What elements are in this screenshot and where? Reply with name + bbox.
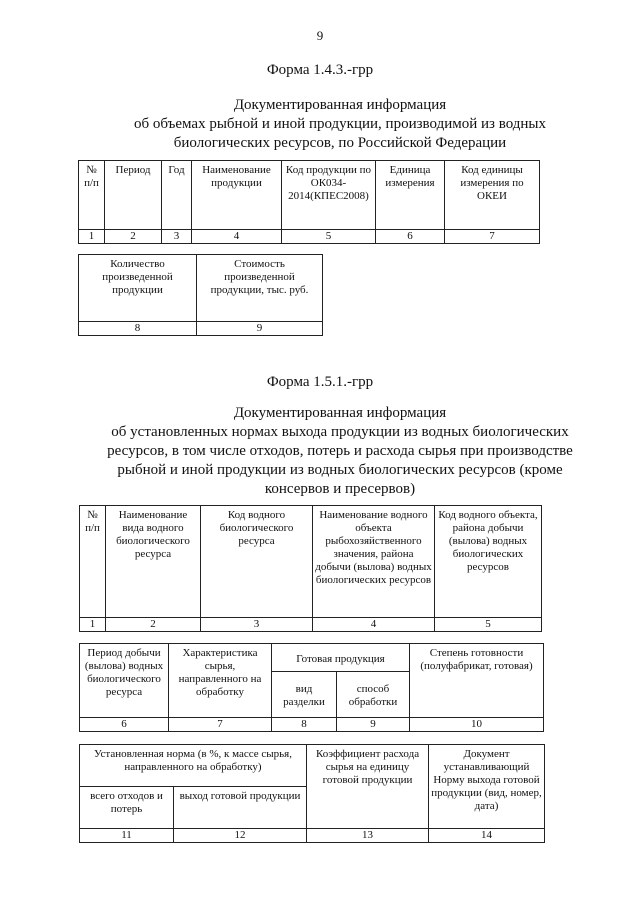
column-number: 5 <box>435 618 542 632</box>
form-1-table-2 <box>78 254 323 336</box>
column-number: 3 <box>201 618 313 632</box>
doc-title-line: рыбной и иной продукции из водных биологических ресурсов (кроме <box>117 462 563 478</box>
column-number: 6 <box>376 230 445 244</box>
form-1-title: Форма 1.4.3.-грр <box>266 62 374 78</box>
header-species-code: Код водного биологического ресурса <box>201 506 313 618</box>
column-number: 3 <box>162 230 192 244</box>
doc-title-line: об объемах рыбной и иной продукции, производимой из водных <box>133 116 547 132</box>
column-number: 11 <box>80 829 174 843</box>
form-2-table-2 <box>79 643 544 732</box>
doc-title-line: ресурсов, в том числе отходов, потерь и расхода сырья при производстве <box>107 443 573 459</box>
page-number: 9 <box>316 28 324 43</box>
column-number: 8 <box>79 322 197 336</box>
header-number: № п/п <box>79 161 105 230</box>
header-cost: Стоимость произведенной продукции, тыс. руб. <box>197 255 323 322</box>
column-number: 9 <box>337 718 410 732</box>
header-product-name: Наименование продукции <box>192 161 282 230</box>
header-number: № п/п <box>80 506 106 618</box>
column-number: 4 <box>192 230 282 244</box>
header-quantity: Количество произведенной продукции <box>79 255 197 322</box>
column-number: 10 <box>410 718 544 732</box>
column-number: 2 <box>105 230 162 244</box>
column-number: 5 <box>282 230 376 244</box>
header-year: Год <box>162 161 192 230</box>
column-number: 9 <box>197 322 323 336</box>
form-2-table-3 <box>79 744 545 843</box>
header-finished-output: выход готовой продукции <box>174 787 307 829</box>
column-number: 8 <box>272 718 337 732</box>
doc-title-line: Документированная информация <box>233 405 447 421</box>
column-number: 12 <box>174 829 307 843</box>
header-catch-period: Период добычи (вылова) водных биологического ресурса <box>80 644 169 718</box>
doc-title-line: Документированная информация <box>233 97 447 113</box>
header-processing-method: способ обработки <box>337 672 410 718</box>
column-number: 4 <box>313 618 435 632</box>
header-consumption-coefficient: Коэффициент расхода сырья на единицу готовой продукции <box>307 745 429 829</box>
column-number: 6 <box>80 718 169 732</box>
column-number: 2 <box>106 618 201 632</box>
column-number: 1 <box>79 230 105 244</box>
doc-title-line: консервов и пресервов) <box>264 481 416 497</box>
header-water-body-name: Наименование водного объекта рыбохозяйственного значения, района добычи (вылова) водных биологических ресурсов <box>313 506 435 618</box>
header-raw-material: Характеристика сырья, направленного на обработку <box>169 644 272 718</box>
header-cut-type: вид разделки <box>272 672 337 718</box>
header-established-norm: Установленная норма (в %, к массе сырья, направленного на обработку) <box>80 745 307 787</box>
column-number: 1 <box>80 618 106 632</box>
header-readiness: Степень готовности (полуфабрикат, готовая) <box>410 644 544 718</box>
doc-title-line: об установленных нормах выхода продукции из водных биологических <box>111 424 569 440</box>
header-waste-and-losses: всего отходов и потерь <box>80 787 174 829</box>
form-2-table-1 <box>79 505 542 632</box>
column-number: 14 <box>429 829 545 843</box>
column-number: 7 <box>445 230 540 244</box>
column-number: 13 <box>307 829 429 843</box>
header-unit: Единица измерения <box>376 161 445 230</box>
doc-title-line: биологических ресурсов, по Российской Федерации <box>173 135 507 151</box>
form-1-document-title <box>60 96 620 153</box>
form-2-title: Форма 1.5.1.-грр <box>266 374 374 390</box>
header-finished-products: Готовая продукция <box>272 644 410 672</box>
form-1-table-1 <box>78 160 540 244</box>
header-water-body-code: Код водного объекта, района добычи (вылова) водных биологических ресурсов <box>435 506 542 618</box>
header-establishing-document: Документ устанавливающий Норму выхода готовой продукции (вид, номер, дата) <box>429 745 545 829</box>
column-number: 7 <box>169 718 272 732</box>
header-period: Период <box>105 161 162 230</box>
header-product-code: Код продукции по ОК034-2014(КПЕС2008) <box>282 161 376 230</box>
form-2-document-title <box>70 404 610 499</box>
header-species-name: Наименование вида водного биологического ресурса <box>106 506 201 618</box>
header-unit-code: Код единицы измерения по ОКЕИ <box>445 161 540 230</box>
